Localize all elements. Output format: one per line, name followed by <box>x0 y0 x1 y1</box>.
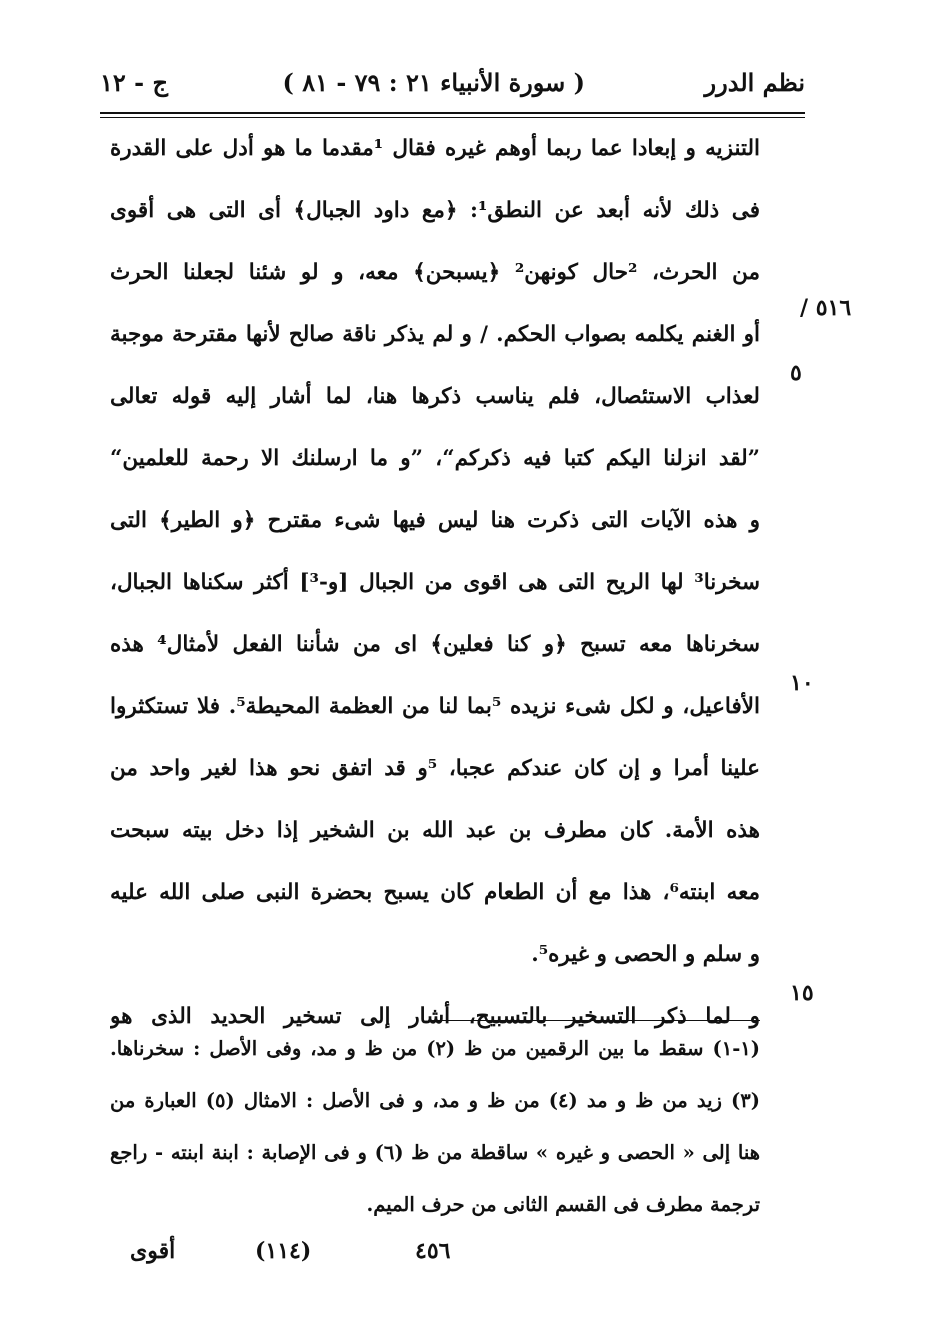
text-line: هذه الأمة. كان مطرف بن عبد الله بن الشخير إذا دخل بيته سبحت <box>110 818 760 843</box>
text-line: و سلم و الحصى و غيره⁵. <box>531 942 760 967</box>
header-rule <box>100 112 805 114</box>
catchword: أقوى <box>130 1238 176 1264</box>
book-title: نظم الدرر <box>704 68 805 97</box>
text-line: سخرنا³ لها الريح التى هى اقوى من الجبال [و-³] أكثر سكناها الجبال، <box>110 570 760 595</box>
line-number-15: ١٥ <box>790 980 814 1006</box>
footnote-line: (١-١) سقط ما بين الرقمين من ظ (٢) من ظ و مد، وفى الأصل : سخرناها. <box>110 1037 760 1060</box>
footnote-line: (٣) زيد من ظ و مد (٤) من ظ و مد، و فى الأصل : الامثال (٥) العبارة من <box>110 1089 760 1112</box>
text-line: و هذه الآيات التى ذكرت هنا ليس فيها شىء مقترح ﴿و الطير﴾ التى <box>110 508 760 533</box>
text-line: من الحرث، ²حال كونهن² ﴿يسبحن﴾ معه، و لو شئنا لجعلنا الحرث <box>110 260 760 285</box>
text-line: و لما ذكر التسخير بالتسبيح، أشار إلى تسخير الحديد الذى هو <box>110 1004 760 1029</box>
manuscript-folio-marker: ٥١٦ / <box>800 295 852 321</box>
footnote-line: ترجمة مطرف فى القسم الثانى من حرف الميم. <box>366 1193 760 1216</box>
text-line: أو الغنم يكلمه بصواب الحكم. / و لم يذكر ناقة صالح لأنها مقترحة موجبة <box>110 322 760 347</box>
text-line: معه ابنته⁶، هذا مع أن الطعام كان يسبح بحضرة النبى صلى الله عليه <box>110 880 760 905</box>
text-line: علينا أمرا و إن كان عندكم عجبا، ⁵و قد اتفق نحو هذا لغير واحد من <box>110 756 760 781</box>
running-header <box>100 58 805 108</box>
main-text <box>110 118 760 1048</box>
footnote-rule <box>430 1020 760 1021</box>
footnote-line: هنا إلى « الحصى و غيره » ساقطة من ظ (٦) و فى الإصابة : ابنة ابنته - راجع <box>110 1141 760 1164</box>
volume-number: ج - ١٢ <box>100 68 168 97</box>
surah-reference: ( سورة الأنبياء ٢١ : ٧٩ - ٨١ ) <box>282 68 585 97</box>
text-line: ”لقد انزلنا اليكم كتبا فيه ذكركم“، ”و ما ارسلنك الا رحمة للعلمين“ <box>110 446 760 471</box>
text-line: التنزيه و إبعادا عما ربما أوهم غيره فقال ¹مقدما ما هو أدل على القدرة <box>110 136 760 161</box>
text-line: الأفاعيل، و لكل شىء نزيده ⁵بما لنا من العظمة المحيطة⁵. فلا تستكثروا <box>110 694 760 719</box>
footnotes <box>110 1023 760 1231</box>
signature-mark: (١١٤) <box>255 1238 312 1264</box>
line-number-5: ٥ <box>790 360 802 386</box>
line-number-10: ١٠ <box>790 670 814 696</box>
text-line: فى ذلك لأنه أبعد عن النطق¹: ﴿مع داود الجبال﴾ أى التى هى أقوى <box>110 198 760 223</box>
text-line: لعذاب الاستئصال، فلم يناسب ذكرها هنا، لما أشار إليه قوله تعالى <box>110 384 760 409</box>
text-line: سخرناها معه تسبح ﴿و كنا فعلين﴾ اى من شأننا الفعل لأمثال⁴ هذه <box>110 632 760 657</box>
page-number: ٤٥٦ <box>415 1238 451 1264</box>
